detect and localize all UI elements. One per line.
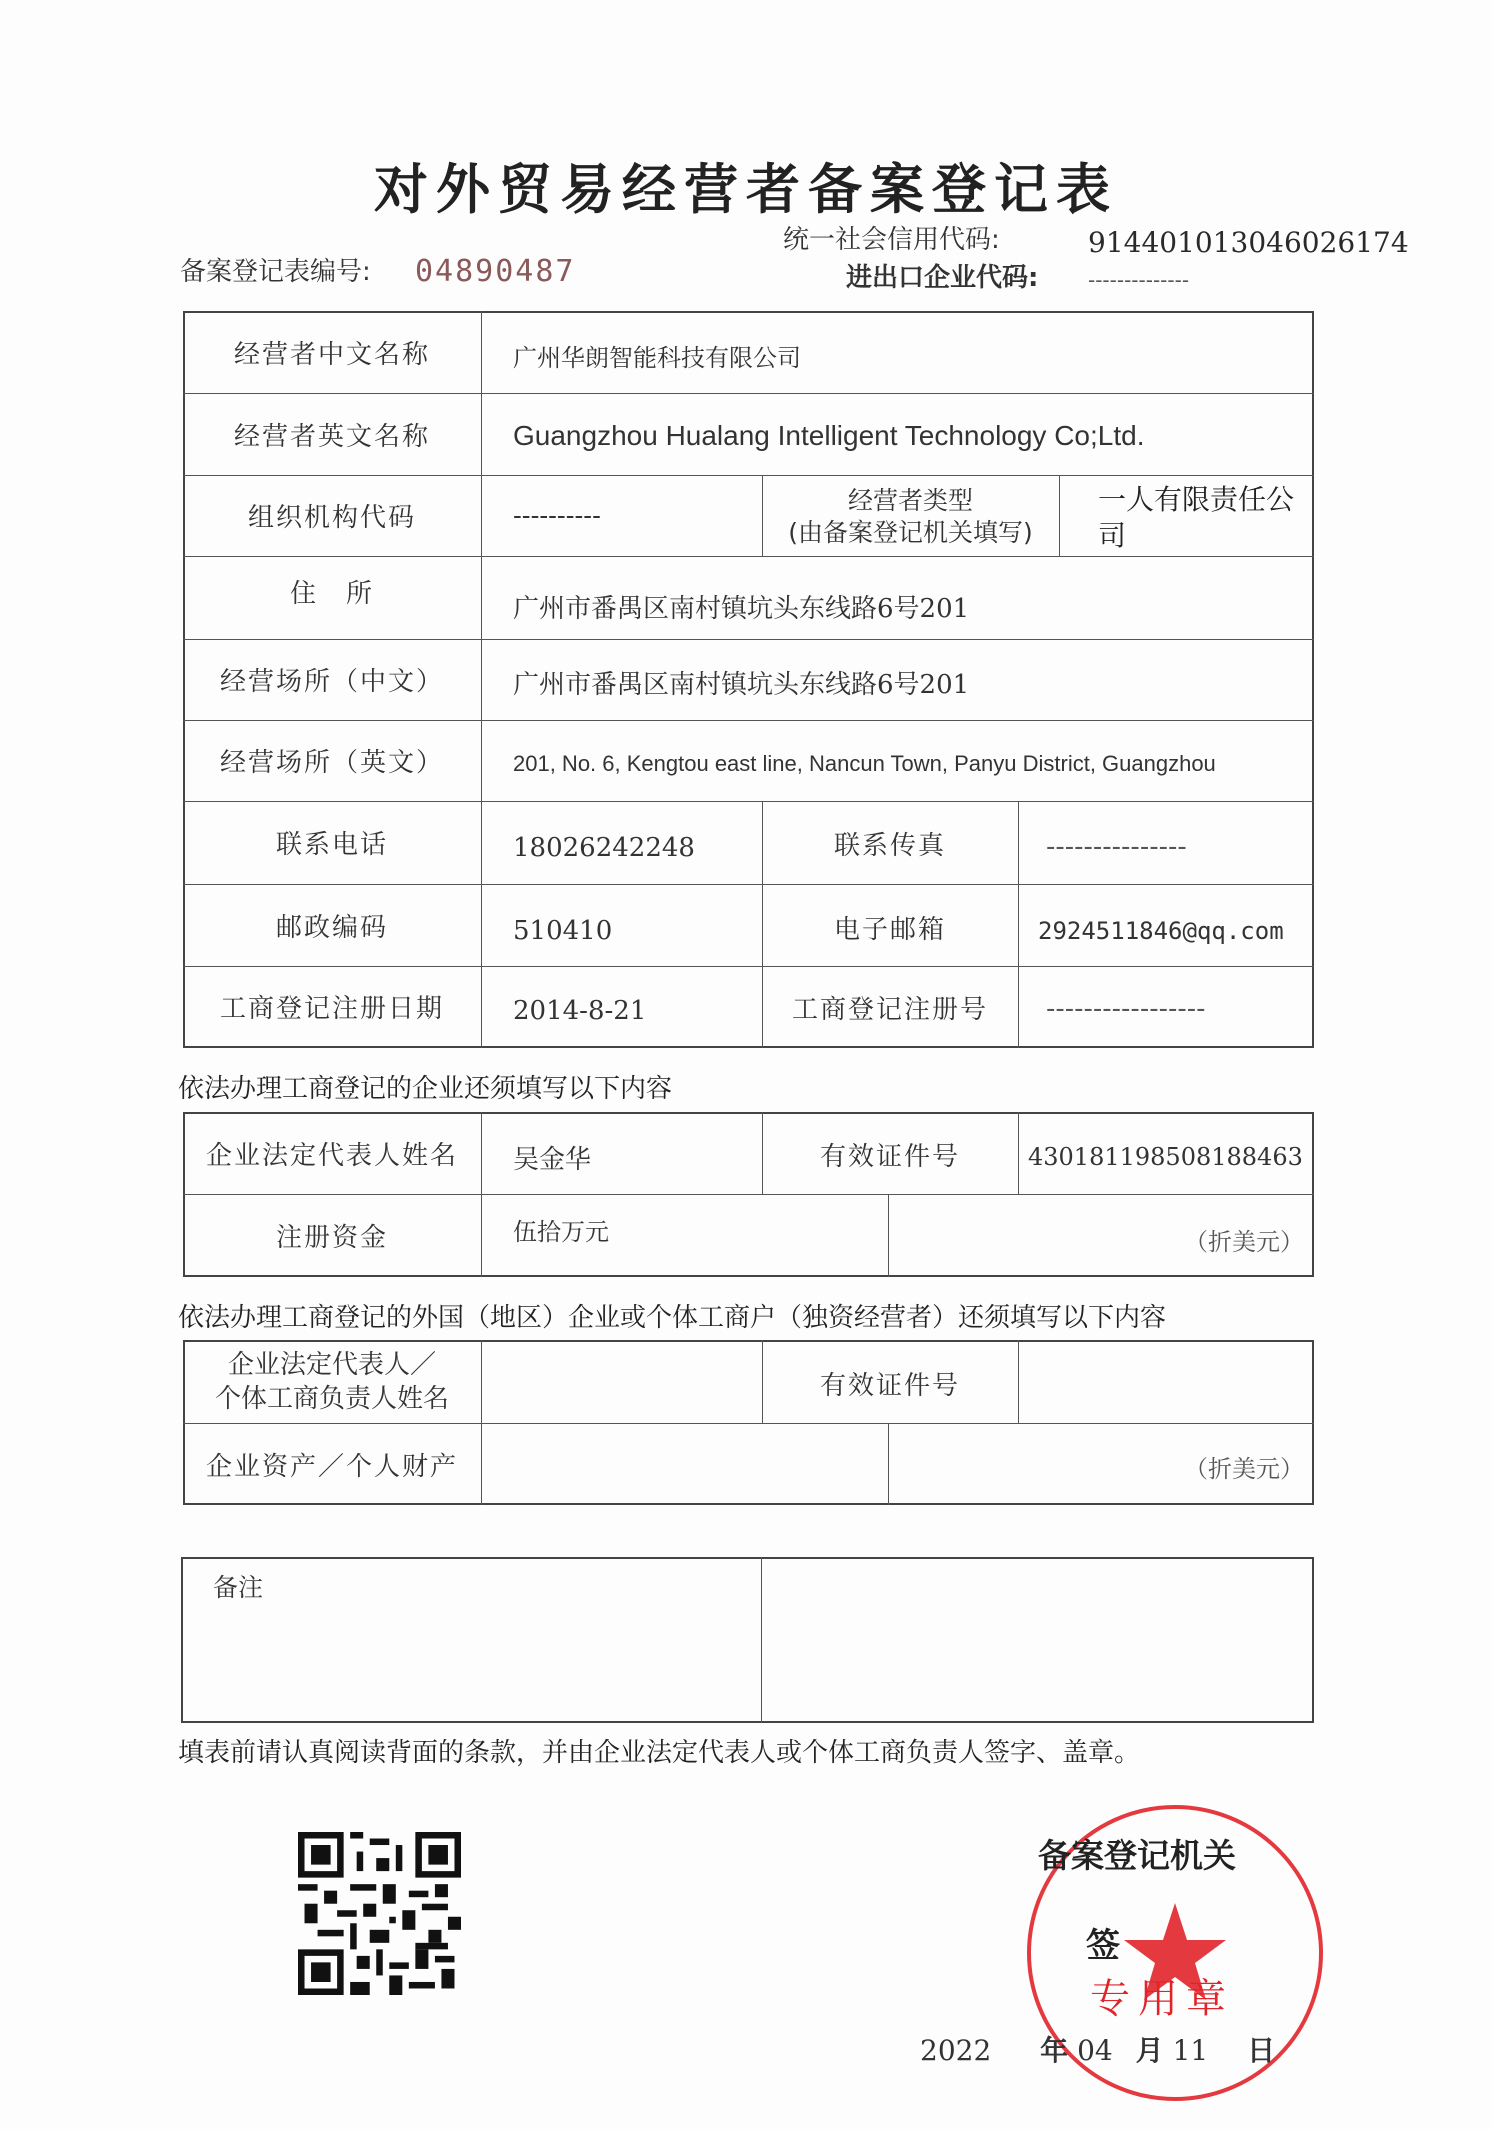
- credit-code-label: 统一社会信用代码:: [783, 225, 1000, 255]
- section3-heading: 依法办理工商登记的外国（地区）企业或个体工商户（独资经营者）还须填写以下内容: [178, 1303, 1167, 1333]
- address-label: 住 所: [289, 578, 374, 609]
- place-cn-label: 经营场所（中文）: [219, 667, 444, 697]
- import-export-code: --------------: [1088, 268, 1190, 292]
- id-label: 有效证件号: [819, 1141, 960, 1172]
- id-number: 430181198508188463: [1028, 1143, 1303, 1171]
- phone: 18026242248: [513, 833, 695, 863]
- day-label: 日: [1247, 2034, 1276, 2067]
- date-day: 11: [1172, 2034, 1209, 2067]
- capital-usd-note: （折美元）: [1184, 1228, 1304, 1256]
- place-en: 201, No. 6, Kengtou east line, Nancun Town, Panyu District, Guangzhou: [513, 750, 1216, 776]
- email: 2924511846@qq.com: [1038, 916, 1284, 945]
- business-type: 一人有限责任公司: [1098, 483, 1295, 552]
- address: 广州市番禺区南村镇坑头东线路6号201: [513, 593, 970, 624]
- en-name: Guangzhou Hualang Intelligent Technology Co;Ltd.: [513, 420, 1145, 451]
- assets-label: 企业资产／个人财产: [205, 1451, 458, 1482]
- form-number: 04890487: [415, 254, 576, 289]
- type-note: (由备案登记机关填写): [788, 518, 1033, 547]
- form-number-label: 备案登记表编号:: [180, 257, 371, 287]
- seal-text: 专用章: [1090, 1976, 1234, 2022]
- signing-date: [920, 2034, 1275, 2068]
- month-label: 月: [1135, 2034, 1164, 2067]
- reg-no-label: 工商登记注册号: [791, 994, 988, 1025]
- place-cn: 广州市番禺区南村镇坑头东线路6号201: [513, 670, 970, 700]
- rep-label-line1: 企业法定代表人／: [227, 1350, 436, 1380]
- reg-no: -----------------: [1046, 994, 1206, 1024]
- document-title: 对外贸易经营者备案登记表: [374, 158, 1118, 221]
- capital: 伍拾万元: [513, 1217, 609, 1246]
- place-en-label: 经营场所（英文）: [219, 748, 444, 778]
- cn-name: 广州华朗智能科技有限公司: [513, 344, 801, 372]
- org-code: ----------: [513, 500, 601, 531]
- type-label: 经营者类型: [847, 486, 973, 515]
- year-label: 年: [1040, 2034, 1069, 2067]
- remarks-label: 备注: [213, 1573, 264, 1602]
- postcode-label: 邮政编码: [275, 912, 388, 943]
- fax: ---------------: [1046, 832, 1187, 862]
- import-export-code-label: 进出口企业代码:: [846, 263, 1039, 293]
- postcode: 510410: [513, 915, 613, 946]
- fax-label: 联系传真: [833, 830, 946, 861]
- legal-rep-label: 企业法定代表人姓名: [205, 1140, 458, 1171]
- authority-label: 备案登记机关: [1038, 1836, 1236, 1875]
- footer-note: 填表前请认真阅读背面的条款，并由企业法定代表人或个体工商负责人签字、盖章。: [178, 1738, 1141, 1768]
- qr-code: [298, 1831, 461, 1996]
- remarks-table: [181, 1557, 1314, 1723]
- org-code-label: 组织机构代码: [247, 503, 416, 533]
- cn-name-label: 经营者中文名称: [233, 339, 430, 370]
- assets-usd-note: （折美元）: [1184, 1455, 1304, 1483]
- phone-label: 联系电话: [275, 830, 388, 860]
- legal-rep: 吴金华: [513, 1144, 592, 1175]
- credit-code: 914401013046026174: [1088, 226, 1409, 259]
- foreign-id-label: 有效证件号: [819, 1370, 960, 1401]
- date-month: 04: [1077, 2034, 1113, 2067]
- email-label: 电子邮箱: [833, 914, 946, 945]
- capital-label: 注册资金: [275, 1223, 388, 1253]
- date-year: 2022: [920, 2034, 992, 2067]
- reg-date: 2014-8-21: [513, 995, 647, 1026]
- reg-date-label: 工商登记注册日期: [219, 993, 444, 1024]
- section2-heading: 依法办理工商登记的企业还须填写以下内容: [178, 1074, 673, 1104]
- rep-label-line2: 个体工商负责人姓名: [214, 1384, 449, 1414]
- en-name-label: 经营者英文名称: [233, 421, 430, 452]
- sign-label: 签: [1086, 1926, 1120, 1966]
